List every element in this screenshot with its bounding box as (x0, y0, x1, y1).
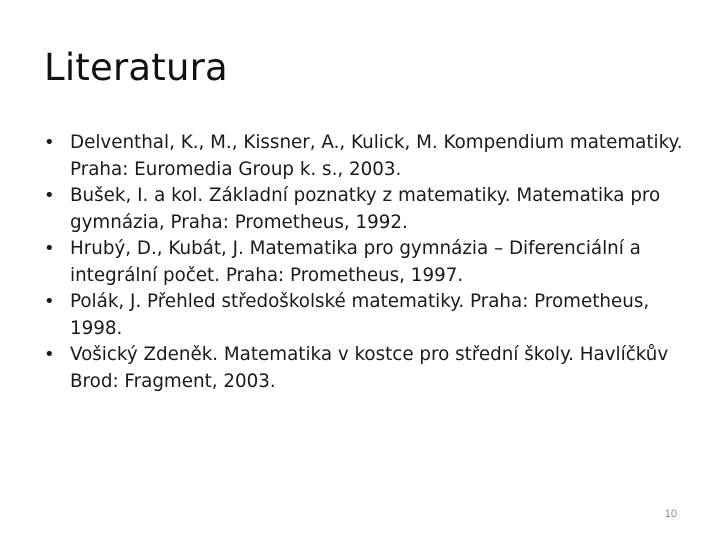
bullet-icon: • (44, 238, 55, 259)
reference-text: Delventhal, K., M., Kissner, A., Kulick, M. Kompendium matematiky. Praha: Euromedia Group k. s., 2003. (70, 132, 683, 180)
reference-item (44, 289, 694, 342)
reference-item (44, 183, 694, 236)
reference-text: Hrubý, D., Kubát, J. Matematika pro gymnázia – Diferenciální a integrální počet. Praha: Prometheus, 1997. (70, 238, 641, 286)
reference-text: Polák, J. Přehled středoškolské matematiky. Praha: Prometheus, 1998. (70, 291, 650, 339)
reference-list (44, 130, 694, 395)
slide-title: Literatura (44, 46, 228, 89)
reference-item (44, 342, 694, 395)
bullet-icon: • (44, 185, 55, 206)
page-number: 10 (664, 508, 677, 520)
bullet-icon: • (44, 291, 55, 312)
reference-item (44, 130, 694, 183)
bullet-icon: • (44, 132, 55, 153)
reference-text: Vošický Zdeněk. Matematika v kostce pro střední školy. Havlíčkův Brod: Fragment, 2003. (70, 344, 669, 392)
reference-text: Bušek, I. a kol. Základní poznatky z matematiky. Matematika pro gymnázia, Praha: Prometheus, 1992. (70, 185, 661, 233)
reference-item (44, 236, 694, 289)
bullet-icon: • (44, 344, 55, 365)
